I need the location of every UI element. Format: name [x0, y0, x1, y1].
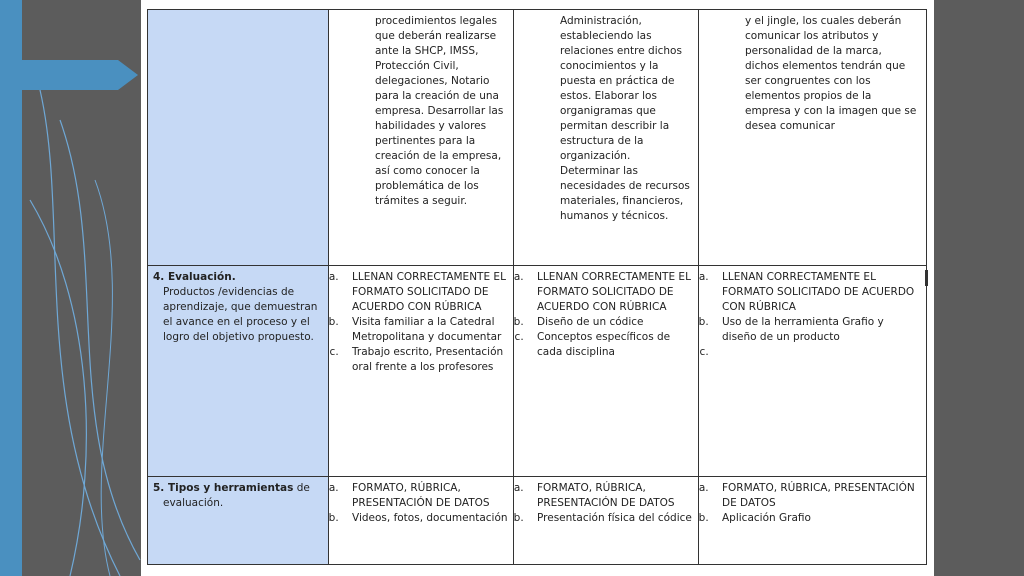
list-item: c. Trabajo escrito, Presentación oral frente a los profesores	[342, 345, 508, 375]
list-item: c. Conceptos específicos de cada disciplina	[527, 330, 693, 360]
list-item: a. FORMATO, RÚBRICA, PRESENTACIÓN DE DATOS	[712, 481, 921, 511]
list-item: b. Aplicación Grafio	[712, 511, 921, 526]
background-decoration	[0, 0, 150, 576]
list-item	[712, 345, 921, 360]
list-item: a. LLENAN CORRECTAMENTE EL FORMATO SOLICITADO DE ACUERDO CON RÚBRICA	[712, 270, 921, 315]
list-item: b. Uso de la herramienta Grafio y diseño de un producto	[712, 315, 921, 345]
table-cell: Administración, estableciendo las relaciones entre dichos conocimientos y la puesta en práctica de estos. Elaborar los organigramas que permitan describir la estructura de la organización. Determinar las necesidades de recursos materiales, financieros, humanos y técnicos.	[514, 10, 699, 266]
table-cell	[514, 266, 699, 477]
table-cell	[329, 477, 514, 565]
row-label-cell	[148, 477, 329, 565]
table-cell	[699, 477, 927, 565]
list-item: b. Presentación física del códice	[527, 511, 693, 526]
list-item: b. Videos, fotos, documentación	[342, 511, 508, 526]
table-row	[148, 477, 927, 565]
row-label-description: evaluación.	[163, 497, 224, 509]
list-item: a. FORMATO, RÚBRICA, PRESENTACIÓN DE DATOS	[527, 481, 693, 511]
list-item: b. Visita familiar a la Catedral Metropolitana y documentar	[342, 315, 508, 345]
row-label-cell	[148, 10, 329, 266]
table-cell: y el jingle, los cuales deberán comunicar los atributos y personalidad de la marca, dichos elementos tendrán que ser congruentes con los elementos propios de la empresa y con la imagen que se desea comunicar	[699, 10, 927, 266]
table-row	[148, 10, 927, 266]
table-cell: procedimientos legales que deberán realizarse ante la SHCP, IMSS, Protección Civil, delegaciones, Notario para la creación de una empresa. Desarrollar las habilidades y valores pertinentes para la creación de la empresa, así como conocer la problemática de los trámites a seguir.	[329, 10, 514, 266]
list-item: b. Diseño de un códice	[527, 315, 693, 330]
row-label-description: Productos /evidencias de aprendizaje, que demuestran el avance en el proceso y el logro del objetivo propuesto.	[163, 286, 318, 343]
row-label-title: 5. Tipos y herramientas de	[153, 482, 310, 494]
row-label-title: 4. Evaluación.	[153, 271, 236, 283]
table-cell	[699, 266, 927, 477]
table-cell	[514, 477, 699, 565]
table-row	[148, 266, 927, 477]
text-cursor-mark	[925, 270, 928, 286]
evaluation-table	[147, 9, 927, 565]
list-item: a. LLENAN CORRECTAMENTE EL FORMATO SOLICITADO DE ACUERDO CON RÚBRICA	[342, 270, 508, 315]
table-cell	[329, 266, 514, 477]
list-item: a. LLENAN CORRECTAMENTE EL FORMATO SOLICITADO DE ACUERDO CON RÚBRICA	[527, 270, 693, 315]
list-item: a. FORMATO, RÚBRICA, PRESENTACIÓN DE DATOS	[342, 481, 508, 511]
row-label-cell	[148, 266, 329, 477]
document-page	[141, 0, 934, 576]
